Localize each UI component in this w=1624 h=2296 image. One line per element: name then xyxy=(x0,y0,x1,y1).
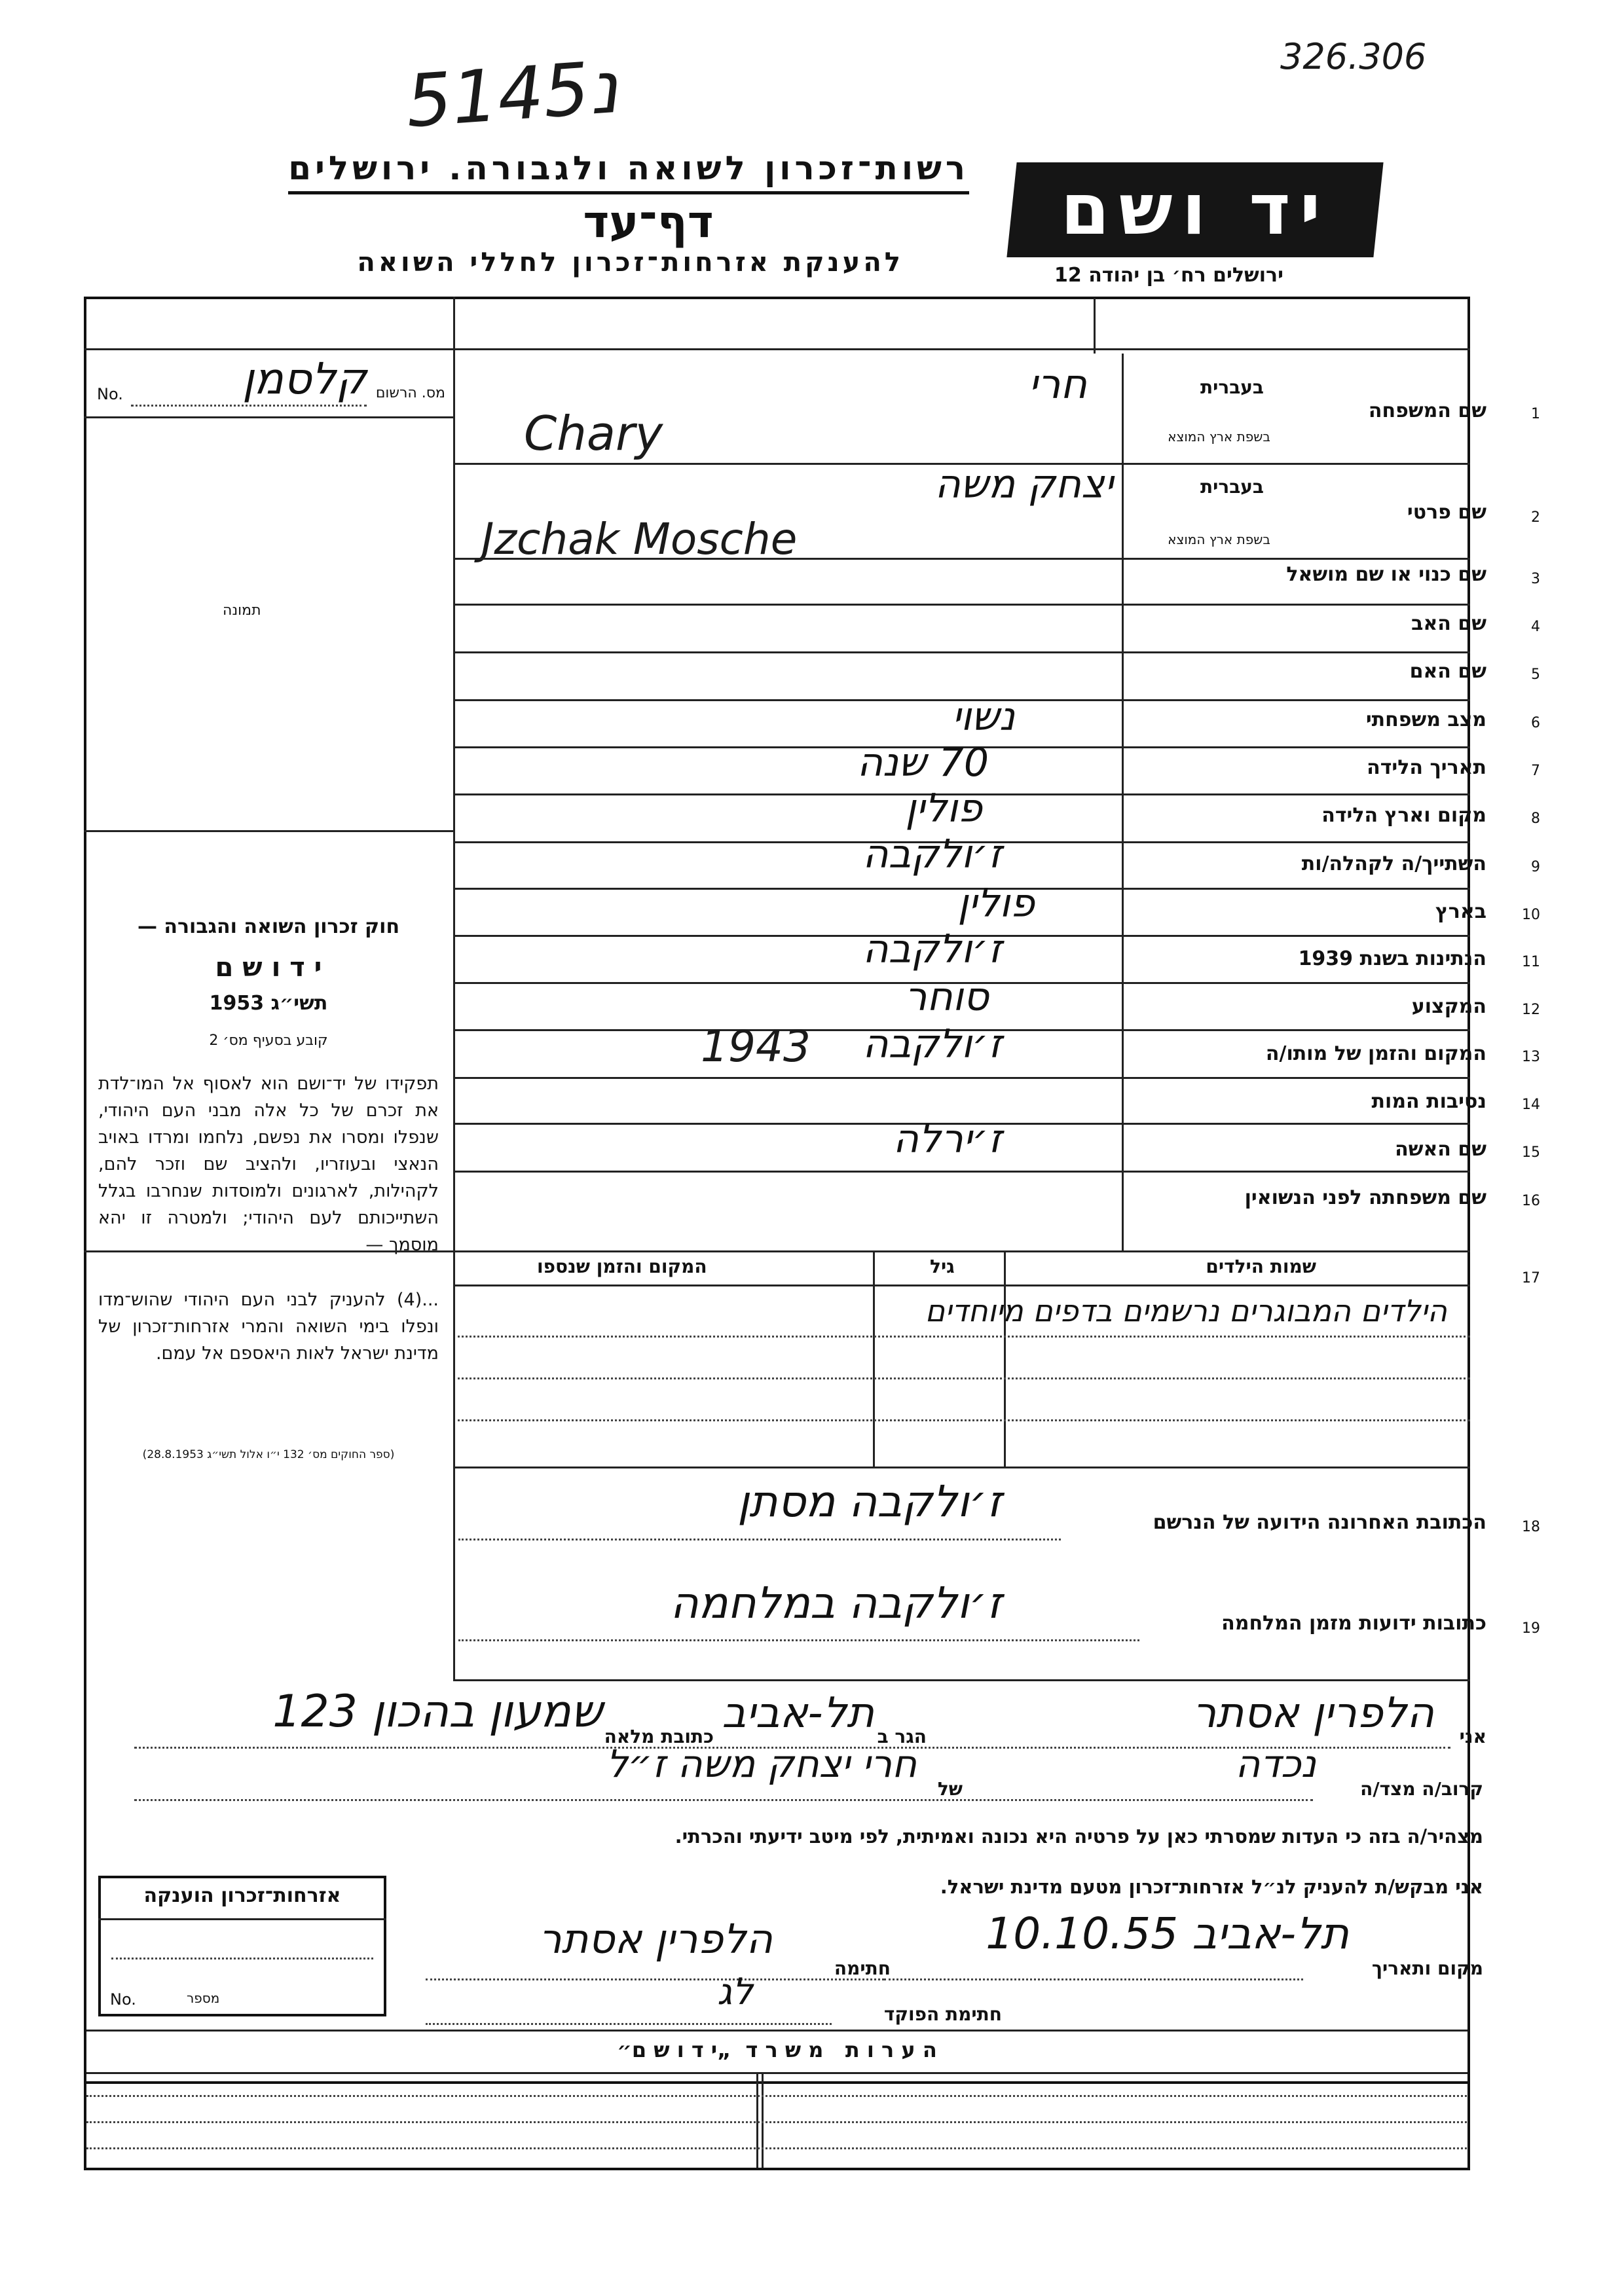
field-12-label: המקצוע xyxy=(1411,995,1486,1018)
relative-of-value: חרי יצחק משה ז״ל xyxy=(606,1741,917,1786)
children-age-header: גיל xyxy=(930,1256,955,1277)
place-date-value: תל-אביב 10.10.55 xyxy=(986,1908,1349,1959)
field-12-number: 12 xyxy=(1522,1002,1540,1018)
field-10-value: פולין xyxy=(957,881,1035,926)
law-name: י ד ו ש ם xyxy=(215,953,322,983)
form-subtitle: להענקת אזרחות־זכרון לחללי השואה xyxy=(357,247,904,278)
archive-number: 326.306 xyxy=(1280,36,1427,77)
field-6-label: מצב משפחתי xyxy=(1365,708,1486,731)
resides-label: הגר ב xyxy=(877,1726,927,1747)
field-11-value: ז׳ולקבה xyxy=(862,926,1002,972)
field-8-label: מקום וארץ הלידה xyxy=(1321,804,1486,827)
field-19-number: 19 xyxy=(1522,1620,1540,1637)
children-names-header: שמות הילדים xyxy=(1206,1256,1316,1277)
declaration-i-label: אני xyxy=(1459,1726,1486,1747)
declaration-statement-1: מצהיר/ה בזה כי העדות שמסרתי כאן על פרטיה היא נכונה ואמיתית, לפי מיטב ידיעתי והכרתי. xyxy=(674,1825,1483,1848)
field-2-label: שם פרטי xyxy=(1407,501,1486,524)
field-4-number: 4 xyxy=(1531,619,1540,635)
field-19-label: כתובות ידועות מזמן המלחמה xyxy=(1221,1612,1486,1635)
field-8-number: 8 xyxy=(1531,811,1540,827)
signature-value: הלפרין אסתר xyxy=(538,1915,773,1963)
field-14-number: 14 xyxy=(1522,1097,1540,1113)
law-title: חוק זכרון השואה והגבורה — xyxy=(137,915,400,938)
field-18-value: ז׳ולקבה מסתן xyxy=(737,1476,1002,1527)
law-paragraph-1: תפקידו של יד־ושם הוא לאסוף אל המו־לדת את זכרם של כל אלה מבני העם היהודי, שנפלו ומסרו את נפשם, נלחמו ומרדו באויב הנאצי ובעוזריו, ולהציב שם וזכר להם, לקהילות, לארגונים ולמוסדות שנחרבו בגלל השתייכותם לעם היהודי; ולמטרה זו יהא מוסמך — xyxy=(98,1074,439,1255)
field-4-label: שם האב xyxy=(1411,612,1486,635)
field-7-value: 70 שנה xyxy=(857,740,989,786)
field-3-label: שם כנוי או שם מושאל xyxy=(1286,563,1486,586)
field-1-lang: בעברית xyxy=(1200,376,1264,398)
children-place-header: המקום והזמן שנספו xyxy=(537,1256,707,1277)
law-year: תשי״ג 1953 xyxy=(209,992,328,1015)
relative-label: קרוב/ה מצד/ה xyxy=(1360,1778,1483,1800)
field-2-number: 2 xyxy=(1531,509,1540,526)
field-11-number: 11 xyxy=(1522,954,1540,970)
field-17-number: 17 xyxy=(1522,1270,1540,1286)
declaration-statement-2: אני מבקש/ת להעניק לנ״ל אזרחות־זכרון מטעם מדינת ישראל. xyxy=(940,1876,1483,1898)
field-5-label: שם האם xyxy=(1409,660,1486,683)
field-12-value: סוחר xyxy=(904,974,989,1020)
declarant-name: הלפרין אסתר xyxy=(1192,1689,1434,1738)
field-2-lang: בעברית xyxy=(1200,476,1264,498)
law-paragraph-2: ...(4) להעניק לבני העם היהודי שהוש־מדו ונפלו בימי השואה והמרי אזרחות־זכרון של מדינת ישראל לאות היאספם אל עמם. xyxy=(98,1290,439,1364)
field-13-label: המקום והזמן של מותו/ה xyxy=(1265,1042,1486,1065)
registration-value: קלסמן xyxy=(242,354,367,404)
field-15-label: שם האשה xyxy=(1395,1138,1486,1161)
field-1-sub: בשפת ארץ המוצא xyxy=(1168,429,1270,445)
field-18-number: 18 xyxy=(1522,1519,1540,1535)
field-6-value: נשוי xyxy=(951,694,1015,740)
field-10-number: 10 xyxy=(1522,907,1540,923)
field-13-number: 13 xyxy=(1522,1049,1540,1065)
field-8-value: פולין xyxy=(905,786,982,831)
logo-text: יד ושם xyxy=(1060,169,1330,251)
form-bottom-frame xyxy=(84,2030,1470,2170)
signature-label: חתימה xyxy=(834,1958,891,1979)
field-3-number: 3 xyxy=(1531,571,1540,587)
citizenship-no-label: No. xyxy=(110,1990,136,2009)
field-14-label: נסיבות המות xyxy=(1371,1090,1486,1113)
field-15-number: 15 xyxy=(1522,1144,1540,1161)
stamp-number: 5נ145 xyxy=(403,45,621,144)
field-2-sub: בשפת ארץ המוצא xyxy=(1168,532,1270,547)
relation-value: נכדה xyxy=(1235,1741,1316,1786)
field-1-value-latin: Chary xyxy=(524,406,663,461)
field-2-value-hebrew: יצחק משה xyxy=(934,462,1113,507)
law-citation: (ספר החוקים מס׳ 132 י״ו אלול תשי״ג 28.8.1953) xyxy=(142,1448,395,1461)
clerk-signature-value: לג xyxy=(717,1971,753,2013)
field-7-number: 7 xyxy=(1531,763,1540,779)
field-15-value: ז׳ירלה xyxy=(893,1116,1002,1162)
field-7-label: תאריך הלידה xyxy=(1367,756,1486,779)
field-18-label: הכתובת האחרונה הידועה של הנרשם xyxy=(1153,1511,1486,1534)
registration-no-label: No. xyxy=(97,385,123,403)
field-1-label: שם המשפחה xyxy=(1368,399,1486,422)
declarant-city: תל-אביב xyxy=(722,1689,874,1738)
field-16-number: 16 xyxy=(1522,1193,1540,1209)
yad-vashem-logo xyxy=(1006,162,1383,257)
field-16-label: שם משפחתה לפני הנשואין xyxy=(1244,1186,1486,1209)
field-13-value-year: 1943 xyxy=(701,1021,811,1072)
field-13-value-place: ז׳ולקבה xyxy=(862,1021,1002,1067)
field-6-number: 6 xyxy=(1531,715,1540,731)
children-note: הילדים המבוגרים נרשמים בדפים מיוחדים xyxy=(925,1293,1447,1328)
field-1-number: 1 xyxy=(1531,406,1540,422)
citizenship-box-title: אזרחות־זכרון הוענקה xyxy=(143,1884,341,1907)
office-notes-title: ה ע ר ו ת מ ש ר ד „י ד ו ש ם״ xyxy=(617,2037,937,2062)
field-19-value: ז׳ולקבה במלחמה xyxy=(670,1578,1002,1628)
logo-address: ירושלים רח׳ בן יהודה 12 xyxy=(1054,264,1283,287)
place-date-label: מקום ותאריך xyxy=(1371,1958,1483,1979)
law-section: קובע בסעיף מס׳ 2 xyxy=(209,1032,328,1049)
form-title: דף־עד xyxy=(583,196,714,248)
field-5-number: 5 xyxy=(1531,666,1540,683)
field-9-label: השתייך/ה לקהלה/ות xyxy=(1301,852,1486,875)
full-address-label: כתובת מלאה xyxy=(604,1726,714,1747)
citizenship-number-label: מספר xyxy=(187,1990,220,2006)
of-label: של xyxy=(937,1778,963,1800)
field-9-number: 9 xyxy=(1531,859,1540,875)
authority-title: רשות־זכרון לשואה ולגבורה. ירושלים xyxy=(288,149,969,194)
declarant-address: שמעון בהכון 123 xyxy=(272,1686,602,1738)
registration-label: מס. הרשום xyxy=(375,385,445,401)
clerk-signature-label: חתימת הפוקד xyxy=(883,2003,1002,2025)
photo-label: תמונה xyxy=(223,602,261,619)
field-2-value-latin: Jzchak Mosche xyxy=(481,514,798,564)
field-11-label: הנתינות בשנת 1939 xyxy=(1298,947,1486,970)
field-1-value-hebrew: חרי xyxy=(1028,360,1087,408)
field-10-label: בארץ xyxy=(1435,900,1486,923)
field-9-value: ז׳ולקבה xyxy=(862,831,1002,877)
